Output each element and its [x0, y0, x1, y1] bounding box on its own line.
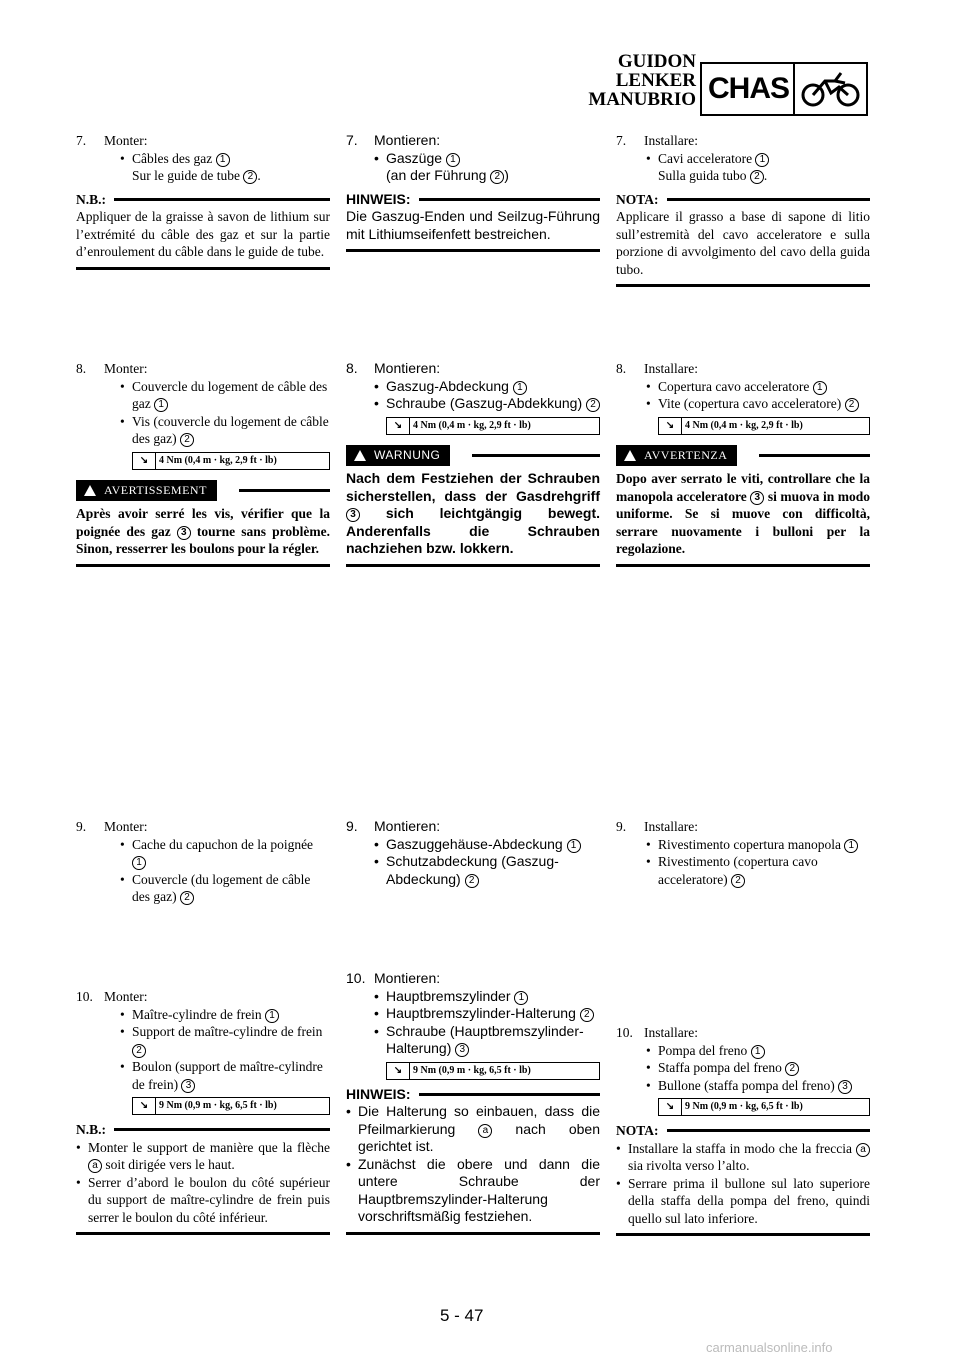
callout-number: 2 [845, 398, 859, 412]
step-verb: Montieren: [374, 132, 441, 148]
step-verb: Installare: [644, 1025, 698, 1040]
divider [76, 267, 330, 270]
callout-number: 2 [243, 170, 257, 184]
wrench-icon: ↘ [659, 418, 682, 434]
title-fr: GUIDON [617, 51, 696, 72]
torque-spec [132, 452, 330, 470]
warning-badge [616, 445, 737, 467]
list-item: Bullone (staffa pompa del freno) [658, 1077, 835, 1093]
list-item: Rivestimento (copertura cavo acceleratore) [658, 854, 818, 887]
it-step-9: 9. Installare: • Rivestimento copertura manopola 1 • Rivestimento (copertura cavo acceleratore) 2 [616, 818, 870, 888]
de-step-10: 10. Montieren: • Hauptbremszylinder 1 • Hauptbremszylinder-Halterung 2 • Schraube (Hauptbremszylinder-Halterung) 3 ↘ 9 Nm (0,9 m · kg, 6,5 ft · lb) HINWEIS: • Die Halterung so einbauen, dass die Pfeilmarkierung a nach oben gerichtet ist. • Zunächst die obere und dann die untere Schraube der Hauptbremszylinder-Halterung vorschriftsmäßig festziehen. [346, 970, 600, 1235]
motorcycle-icon [801, 69, 861, 109]
list-item: Vite (copertura cavo acceleratore) [658, 396, 842, 411]
step-verb: Monter: [104, 361, 148, 376]
callout-number: 3 [455, 1043, 469, 1057]
page-number: 5 - 47 [440, 1306, 484, 1325]
step-number: 9. [346, 818, 358, 834]
warning-text-part: sich leichtgängig bewegt. Anderenfalls die Schrauben nachziehen bzw. lokkern. [346, 505, 601, 556]
note-text-part: Zunächst die obere und dann die untere Schraube der Hauptbremszylinder-Halterung vorschriftsmäßig festziehen. [358, 1155, 600, 1224]
torque-value: 4 Nm (0,4 m · kg, 2,9 ft · lb) [685, 419, 803, 431]
note-text: Die Gaszug-Enden und Seilzug-Führung mit Lithiumseifenfett bestreichen. [346, 208, 600, 242]
note-text: Appliquer de la graisse à savon de lithium sur l’extrémité du câble des gaz et sur la partie d’enroulement du câble dans le guide de tube. [76, 209, 330, 259]
callout-number: 1 [265, 1009, 279, 1023]
note-label: NOTA: [616, 191, 659, 207]
torque-value: 4 Nm (0,4 m · kg, 2,9 ft · lb) [159, 454, 277, 466]
divider [346, 564, 600, 567]
step-number: 7. [346, 132, 358, 148]
step-number: 7. [76, 133, 87, 148]
step-number: 8. [76, 361, 87, 376]
divider [616, 564, 870, 567]
torque-spec [132, 1097, 330, 1115]
note-text-part: Monter le support de manière que la flèche [88, 1139, 330, 1155]
list-item: Gaszüge [386, 149, 443, 166]
note-item: • Zunächst die obere und dann die untere Schraube der Hauptbremszylinder-Halterung vorschriftsmäßig festziehen. [346, 1155, 600, 1224]
list-item: Rivestimento copertura manopola [658, 836, 841, 852]
warning-text [346, 470, 600, 558]
note-label: NOTA: [616, 1123, 659, 1138]
torque-spec [658, 417, 870, 435]
list-item: Staffa pompa del freno [658, 1060, 782, 1075]
chapter-label: CHAS [708, 72, 790, 105]
note-label: HINWEIS: [346, 190, 411, 207]
title-it: MANUBRIO [588, 89, 696, 110]
torque-spec [386, 1062, 600, 1080]
callout-number: 3 [346, 508, 360, 522]
warning-label: AVVERTENZA [644, 447, 728, 462]
divider [76, 1232, 330, 1235]
warning-icon [624, 450, 636, 461]
list-item: Schraube (Hauptbremszylinder-Halterung) [386, 1022, 584, 1056]
note-text-part: soit dirigée vers le haut. [105, 1157, 235, 1172]
list-item: Cavi acceleratore [658, 150, 753, 166]
step-verb: Installare: [644, 819, 698, 834]
note-text-part: Serrer d’abord le boulon du côté supérieur du support de maître-cylindre de frein puis serrer le boulon du côté inférieur. [88, 1174, 330, 1225]
callout-number: 1 [446, 153, 460, 167]
callout-number: 1 [513, 381, 527, 395]
watermark[interactable]: carmanualsonline.info [706, 1340, 833, 1355]
note-text-part: nach oben gerichtet ist. [358, 1120, 600, 1154]
callout-number: 3 [181, 1079, 195, 1093]
wrench-icon: ↘ [387, 1063, 410, 1079]
list-item: Gaszug-Abdeckung [386, 377, 509, 394]
fr-step-8: 8. Monter: • Couvercle du logement de câble des gaz 1 • Vis (couvercle du logement de câble des gaz) 2 ↘ 4 Nm (0,4 m · kg, 2,9 ft · lb) AVERTISSEMENT Après avoir serré les vis, vérifier que la poignée des gaz 3 tourne sans problème. Sinon, resserrer les boulons pour la régler. [76, 360, 330, 567]
callout-number: 2 [750, 170, 764, 184]
callout-number: 2 [785, 1062, 799, 1076]
callout-number: 1 [844, 839, 858, 853]
warning-header [76, 480, 330, 502]
list-item: Schraube (Gaszug-Abdekkung) [386, 395, 583, 411]
list-item: Sulla guida tubo [658, 168, 747, 183]
callout-letter: a [856, 1143, 870, 1157]
step-number: 10. [346, 970, 366, 986]
callout-number: 2 [465, 874, 479, 888]
list-item: Couvercle (du logement de câble des gaz) [132, 871, 311, 904]
divider [616, 1233, 870, 1236]
step-number: 10. [616, 1025, 633, 1040]
list-item: Copertura cavo acceleratore [658, 378, 810, 394]
note-item: • Installare la staffa in modo che la freccia a sia rivolta verso l’alto. [616, 1140, 870, 1175]
warning-text-part: tourne sans problème. Sinon, resserrer les boulons pour la régler. [76, 523, 331, 556]
warning-badge [76, 480, 217, 502]
step-number: 7. [616, 133, 627, 148]
list-item: Boulon (support de maître-cylindre de frein) [132, 1059, 323, 1092]
step-number: 10. [76, 989, 93, 1004]
fr-step-10: 10. Monter: • Maître-cylindre de frein 1 • Support de maître-cylindre de frein 2 • Boulon (support de maître-cylindre de frein) 3 ↘ 9 Nm (0,9 m · kg, 6,5 ft · lb) N.B.: • Monter le support de manière que la flèche a soit dirigée vers le haut. • Serrer d’abord le boulon du côté supérieur du support de maître-cylindre de frein puis serrer le boulon du côté inférieur. [76, 988, 330, 1235]
punctuation: . [257, 168, 261, 183]
list-item: Cache du capuchon de la poignée [132, 836, 314, 852]
list-item: Hauptbremszylinder [386, 987, 511, 1004]
torque-spec [386, 417, 600, 435]
warning-header [346, 445, 600, 467]
warning-icon [354, 450, 366, 461]
note-text-part: Serrare prima il bullone sul lato superiore della staffa della pompa del freno, quindi quello sul lato inferiore. [628, 1175, 870, 1226]
note-item: • Monter le support de manière que la flèche a soit dirigée vers le haut. [76, 1139, 330, 1172]
step-verb: Monter: [104, 989, 148, 1004]
list-item: Couvercle du logement de câble des gaz [132, 378, 328, 411]
warning-label: WARNUNG [374, 447, 441, 462]
callout-number: 1 [751, 1045, 765, 1059]
callout-number: 1 [216, 153, 230, 167]
step-number: 8. [346, 360, 358, 376]
list-item: Pompa del freno [658, 1042, 748, 1058]
divider [346, 1232, 600, 1235]
callout-number: 2 [586, 398, 600, 412]
warning-badge [346, 445, 450, 467]
callout-number: 2 [580, 1008, 594, 1022]
list-item: Hauptbremszylinder-Halterung [386, 1005, 576, 1021]
de-step-8: 8. Montieren: • Gaszug-Abdeckung 1 • Schraube (Gaszug-Abdekkung) 2 ↘ 4 Nm (0,4 m · kg, 2,9 ft · lb) WARNUNG Nach dem Festziehen der Schrauben sicherstellen, dass der Gasdrehgriff 3 sich leichtgängig bewegt. Anderenfalls die Schrauben nachziehen bzw. lokkern. [346, 360, 600, 567]
step-verb: Monter: [104, 819, 148, 834]
wrench-icon: ↘ [133, 1098, 156, 1114]
step-verb: Installare: [644, 361, 698, 376]
step-verb: Installare: [644, 133, 698, 148]
callout-number: 1 [813, 381, 827, 395]
callout-number: 2 [180, 433, 194, 447]
callout-number: 2 [132, 1044, 146, 1058]
callout-number: 3 [750, 491, 764, 505]
note-header [346, 1086, 600, 1104]
de-step-7: 7. Montieren: • Gaszüge 1 (an der Führung 2 ) HINWEIS: Die Gaszug-Enden und Seilzug-Führung mit Lithiumseifenfett bestreichen. [346, 132, 600, 252]
callout-number: 2 [180, 891, 194, 905]
fr-step-7: 7. Monter: • Câbles des gaz 1 Sur le guide de tube 2 . N.B.: Appliquer de la graisse à savon de lithium sur l’extrémité du câble des gaz et sur la partie d’enroulement du câble dans le guide de tube. [76, 132, 330, 270]
list-item: Câbles des gaz [132, 150, 213, 166]
note-label: N.B.: [76, 1122, 106, 1137]
torque-value: 4 Nm (0,4 m · kg, 2,9 ft · lb) [413, 419, 531, 431]
badge-divider [793, 64, 795, 114]
torque-spec [658, 1098, 870, 1116]
divider [76, 564, 330, 567]
callout-number: 3 [177, 526, 191, 540]
note-label: HINWEIS: [346, 1085, 411, 1102]
step-verb: Montieren: [374, 970, 441, 986]
list-item: Schutzabdeckung (Gaszug-Abdeckung) [386, 853, 559, 887]
step-verb: Monter: [104, 133, 148, 148]
callout-number: 1 [755, 153, 769, 167]
note-label: N.B.: [76, 191, 106, 207]
note-header [616, 1122, 870, 1140]
list-item: Sur le guide de tube [132, 168, 240, 183]
warning-text [616, 470, 870, 558]
note-header [76, 191, 330, 209]
list-item: (an der Führung [386, 167, 487, 183]
wrench-icon: ↘ [659, 1099, 682, 1115]
note-text: Applicare il grasso a base di sapone di litio sull’estremità del cavo acceleratore e sulla porzione di avvolgimento del cavo della guida tubo. [616, 209, 870, 277]
divider [616, 284, 870, 287]
warning-text-part: Nach dem Festziehen der Schrauben sicherstellen, dass der Gasdrehgriff [346, 470, 600, 504]
note-text-part: Installare la staffa in modo che la freccia [628, 1140, 853, 1156]
it-step-8: 8. Installare: • Copertura cavo acceleratore 1 • Vite (copertura cavo acceleratore) 2 ↘ 4 Nm (0,4 m · kg, 2,9 ft · lb) AVVERTENZA Dopo aver serrato le viti, controllare che la manopola acceleratore 3 si muova in modo uniforme. Se si muove con difficoltà, serrare nuovamente i bulloni per la regolazione. [616, 360, 870, 567]
callout-number: 3 [838, 1080, 852, 1094]
list-item: Vis (couvercle du logement de câble des gaz) [132, 413, 329, 446]
torque-value: 9 Nm (0,9 m · kg, 6,5 ft · lb) [685, 1101, 803, 1113]
divider [346, 249, 600, 252]
warning-text [76, 505, 330, 558]
wrench-icon: ↘ [133, 453, 156, 469]
de-step-9: 9. Montieren: • Gaszuggehäuse-Abdeckung 1 • Schutzabdeckung (Gaszug-Abdeckung) 2 [346, 818, 600, 888]
warning-icon [84, 485, 96, 496]
warning-label: AVERTISSEMENT [104, 482, 207, 497]
callout-number: 1 [514, 991, 528, 1005]
list-item: Maître-cylindre de frein [132, 1006, 262, 1022]
warning-text-part: si muova in modo uniforme. Se si muove con difficoltà, serrare nuovamente i bulloni per la regolazione. [616, 488, 871, 556]
note-text-part: sia rivolta verso l’alto. [628, 1158, 750, 1173]
chapter-badge [700, 62, 868, 116]
step-number: 9. [616, 819, 627, 834]
callout-number: 1 [567, 839, 581, 853]
it-step-7: 7. Installare: • Cavi acceleratore 1 Sulla guida tubo 2 . NOTA: Applicare il grasso a base di sapone di litio sull’estremità del cavo acceleratore e sulla porzione di avvolgimento del cavo della guida tubo. [616, 132, 870, 287]
wrench-icon: ↘ [387, 418, 410, 434]
punctuation: . [763, 168, 768, 183]
list-item: Gaszuggehäuse-Abdeckung [386, 835, 563, 852]
step-verb: Montieren: [374, 818, 441, 834]
title-de: LENKER [615, 70, 696, 91]
list-item: Support de maître-cylindre de frein [132, 1024, 323, 1039]
punctuation: ) [504, 167, 509, 183]
torque-value: 9 Nm (0,9 m · kg, 6,5 ft · lb) [413, 1064, 531, 1076]
note-item: • Die Halterung so einbauen, dass die Pfeilmarkierung a nach oben gerichtet ist. [346, 1103, 600, 1154]
warning-text-part: Après avoir serré les vis, vérifier que la poignée des gaz [76, 506, 330, 539]
step-number: 9. [76, 819, 87, 834]
note-item: • Serrare prima il bullone sul lato superiore della staffa della pompa del freno, quindi quello sul lato inferiore. [616, 1175, 870, 1226]
note-header [76, 1121, 330, 1139]
callout-number: 2 [490, 170, 504, 184]
step-number: 8. [616, 361, 627, 376]
callout-number: 2 [731, 874, 745, 888]
note-text-part: Die Halterung so einbauen, dass die Pfeilmarkierung [358, 1103, 600, 1137]
section-title [588, 52, 696, 109]
it-step-10: 10. Installare: • Pompa del freno 1 • Staffa pompa del freno 2 • Bullone (staffa pompa del freno) 3 ↘ 9 Nm (0,9 m · kg, 6,5 ft · lb) NOTA: • Installare la staffa in modo che la freccia a sia rivolta verso l’alto. • Serrare prima il bullone sul lato superiore della staffa della pompa del freno, quindi quello sul lato inferiore. [616, 1024, 870, 1236]
note-item: • Serrer d’abord le boulon du côté supérieur du support de maître-cylindre de frein puis serrer le boulon du côté inférieur. [76, 1174, 330, 1225]
callout-letter: a [88, 1159, 102, 1173]
callout-letter: a [478, 1124, 492, 1138]
fr-step-9: 9. Monter: • Cache du capuchon de la poignée 1 • Couvercle (du logement de câble des gaz) 2 [76, 819, 314, 904]
torque-value: 9 Nm (0,9 m · kg, 6,5 ft · lb) [159, 1100, 277, 1112]
callout-number: 1 [154, 398, 168, 412]
warning-text-part: Dopo aver serrato le viti, controllare che la manopola acceleratore [616, 471, 870, 504]
note-header [346, 191, 600, 209]
note-header [616, 191, 870, 209]
callout-number: 1 [132, 856, 146, 870]
step-verb: Montieren: [374, 360, 441, 376]
warning-header [616, 445, 870, 467]
